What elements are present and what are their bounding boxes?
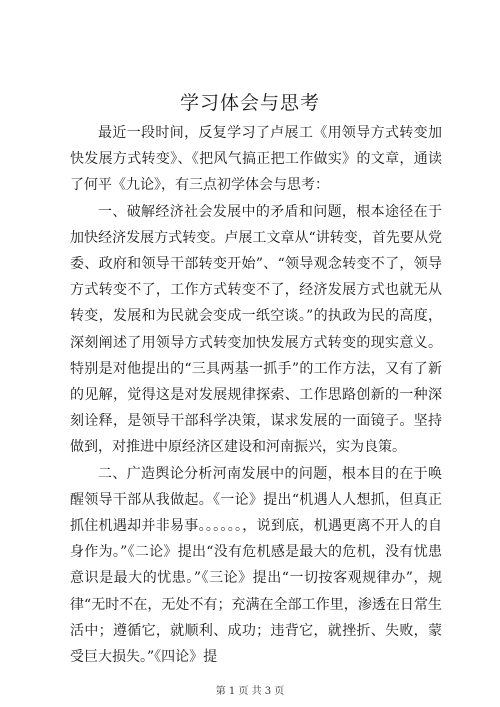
page-number-footer: 第 1 页 共 3 页: [215, 686, 285, 697]
paragraph-point-two: 二、广造舆论分析河南发展中的问题，根本目的在于唤醒领导干部从我做起。《一论》提出“机遇人人想抓，但真正抓住机遇却并非易事。。。。。。，说到底，机遇更离不开人的自身作为。”《二论》提出“没有危机感是最大的危机，没有忧患意识是最大的忧患。”《三论》提出“一切按客观规律办”，规律“无时不在，无处不有；充满在全部工作里，渗透在日常生活中；遵循它，就顺利、成功；违背它，就挫折、失败，蒙受巨大损失。”《四论》提: [70, 465, 442, 666]
document-body: [70, 120, 442, 670]
paragraph-point-one: 一、破解经济社会发展中的矛盾和问题，根本途径在于加快经济发展方式转变。卢展工文章从“讲转变，首先要从党委、政府和领导干部转变开始”、“领导观念转变不了，领导方式转变不了，工作方式转变不了，经济发展方式也就无从转变，发展和为民就会变成一纸空谈。”的执政为民的高度，深刻阐述了用领导方式转变加快发展方式转变的现实意义。特别是对他提出的“三具两基一抓手”的工作方法，又有了新的见解，觉得这是对发展规律探索、工作思路创新的一种深刻诠释，是领导干部科学决策，谋求发展的一面镜子。坚持做到，对推进中原经济区建设和河南振兴，实为良策。: [70, 203, 442, 456]
paragraph-intro: 最近一段时间，反复学习了卢展工《用领导方式转变加快发展方式转变》、《把风气搞正把工作做实》的文章，通读了何平《九论》，有三点初学体会与思考：: [70, 125, 442, 194]
page-title: 学习体会与思考: [179, 92, 320, 114]
